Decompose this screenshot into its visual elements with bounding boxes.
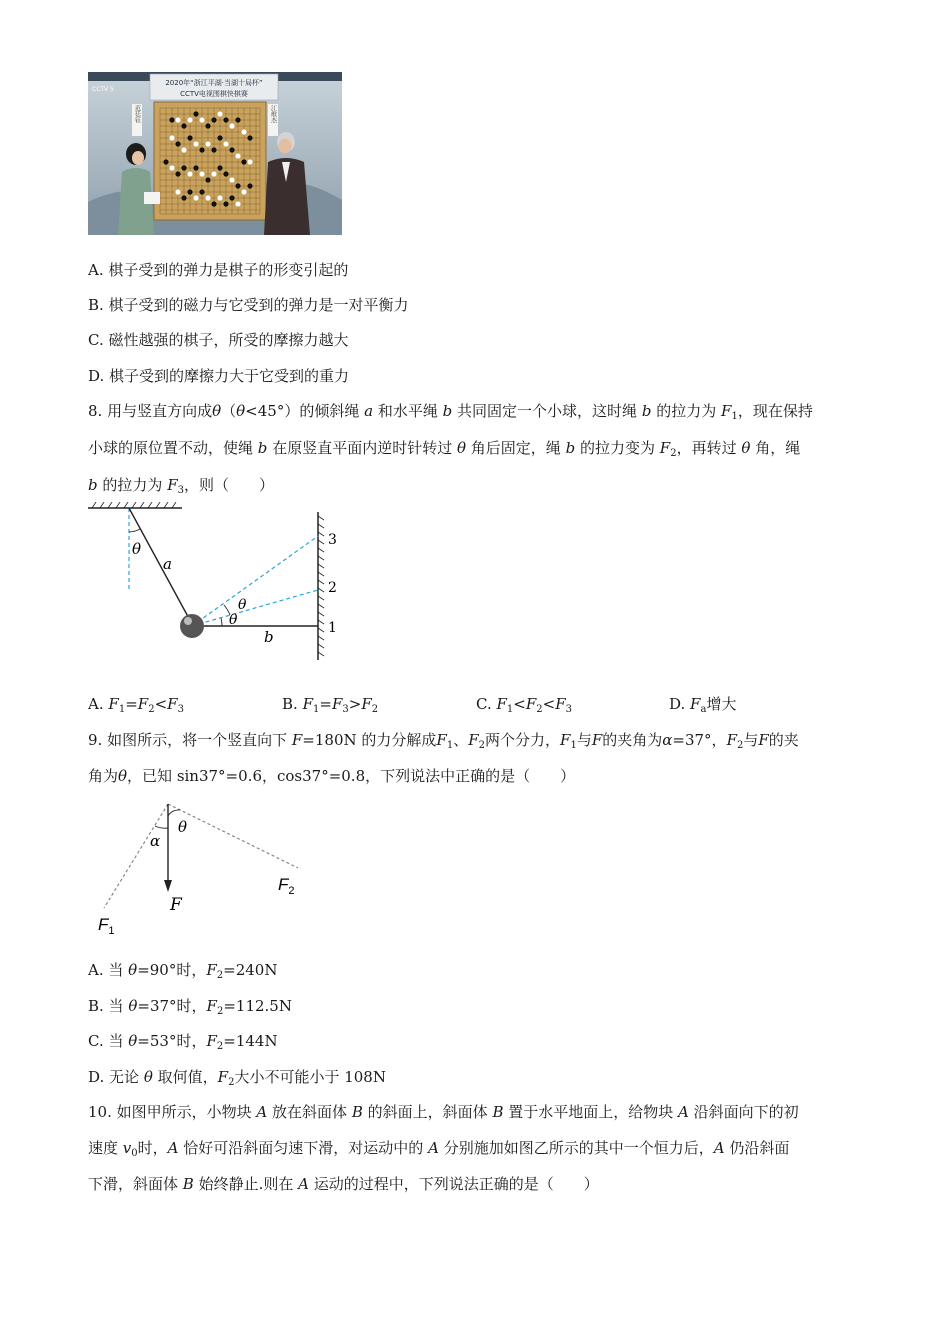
f1-dashed-line (104, 804, 168, 908)
q10-stem-line-2: 速度 $v_0$时，A 恰好可沿斜面匀速下滑，对运动中的 A 分别施加如图乙所示的其中一个恒力后，A 仍沿斜面 (88, 1139, 790, 1159)
q8-stem-line-1: 8. 用与竖直方向成θ（θ<45°）的倾斜绳 a 和水平绳 b 共同固定一个小球，这时绳 b 的拉力为 $F_1$，现在保持 (88, 402, 813, 422)
q8-option-b[interactable]: B. $F_1=F_3>F_2$ (282, 695, 379, 715)
force-f-label: F (170, 895, 182, 915)
q9-force-figure (96, 800, 308, 938)
q9-option-d[interactable]: D. 无论 θ 取何值，$F_2$大小不可能小于 108N (88, 1068, 386, 1088)
q9-option-a[interactable]: A. 当 θ=90°时，$F_2=240N$ (88, 961, 278, 981)
q10-stem-line-1: 10. 如图甲所示，小物块 A 放在斜面体 B 的斜面上，斜面体 B 置于水平地面上，给物块 A 沿斜面向下的初 (88, 1103, 799, 1121)
rope-b-label: b (264, 628, 274, 646)
rope-b-position-2 (192, 590, 318, 626)
player-name-right: 江维杰 (269, 105, 277, 123)
q8-option-a[interactable]: A. $F_1=F_2<F_3$ (88, 695, 184, 715)
f2-dashed-line (168, 804, 298, 868)
wall-point-3: 3 (328, 532, 337, 548)
ball-highlight (184, 617, 192, 625)
rope-b-position-3 (192, 536, 318, 626)
q7-option-c[interactable]: C. 磁性越强的棋子，所受的摩擦力越大 (88, 331, 349, 349)
go-broadcast-illustration (88, 72, 342, 235)
q8-option-c[interactable]: C. $F_1<F_2<F_3$ (476, 695, 573, 715)
ceiling-hatch (92, 502, 176, 508)
wall-hatch (318, 516, 324, 656)
q8-stem-line-3: b 的拉力为 $F_3$，则（ ） (88, 476, 274, 496)
alpha-arc (155, 826, 168, 828)
go-broadcast-photo (88, 72, 342, 235)
theta-label-top: θ (132, 540, 142, 558)
theta-label-1: θ (229, 612, 238, 628)
q10-stem-line-3: 下滑，斜面体 B 始终静止.则在 A 运动的过程中，下列说法正确的是（ ） (88, 1175, 599, 1193)
q9-stem-line-2: 角为θ，已知 sin37°=0.6，cos37°=0.8，下列说法中正确的是（ ） (88, 767, 576, 785)
q7-option-d[interactable]: D. 棋子受到的摩擦力大于它受到的重力 (88, 367, 350, 385)
q7-option-b[interactable]: B. 棋子受到的磁力与它受到的弹力是一对平衡力 (88, 296, 409, 314)
player-name-left: 范廷钰 (133, 105, 141, 123)
theta-arc-1 (221, 618, 222, 626)
q8-rope-figure (86, 502, 346, 667)
theta-label-2: θ (238, 597, 247, 613)
force-f-arrowhead (164, 880, 172, 892)
q8-stem-line-2: 小球的原位置不动，使绳 b 在原竖直平面内逆时针转过 θ 角后固定，绳 b 的拉力变为 $F_2$，再转过 θ 角，绳 (88, 439, 801, 459)
ball (180, 614, 204, 638)
q9-option-c[interactable]: C. 当 θ=53°时，$F_2=144N$ (88, 1032, 278, 1052)
force-f1-label: $F_1$ (98, 915, 115, 937)
q9-option-b[interactable]: B. 当 θ=37°时，$F_2=112.5N$ (88, 997, 292, 1017)
alpha-label: α (150, 832, 161, 850)
wall-point-1: 1 (328, 620, 337, 636)
q8-option-d[interactable]: D. $F_a$增大 (669, 695, 737, 715)
theta-arc (168, 810, 180, 816)
theta-label: θ (178, 818, 188, 836)
rope-a (129, 508, 192, 624)
q7-option-a[interactable]: A. 棋子受到的弹力是棋子的形变引起的 (88, 261, 349, 279)
tv-logo: CCTV 5 (92, 86, 114, 93)
banner-line-2: CCTV电视围棋快棋赛 (180, 90, 248, 98)
theta-arc-top (129, 529, 140, 532)
wall-point-2: 2 (328, 580, 337, 596)
rope-a-label: a (163, 555, 172, 573)
q9-stem-line-1: 9. 如图所示，将一个竖直向下 F=180N 的力分解成$F_1$、$F_2$两个分力，$F_1$与F的夹角为α=37°，$F_2$与F的夹 (88, 731, 799, 751)
force-f2-label: $F_2$ (278, 875, 295, 897)
banner-line-1: 2020年“浙江平湖·当湖十局杯” (165, 79, 263, 87)
